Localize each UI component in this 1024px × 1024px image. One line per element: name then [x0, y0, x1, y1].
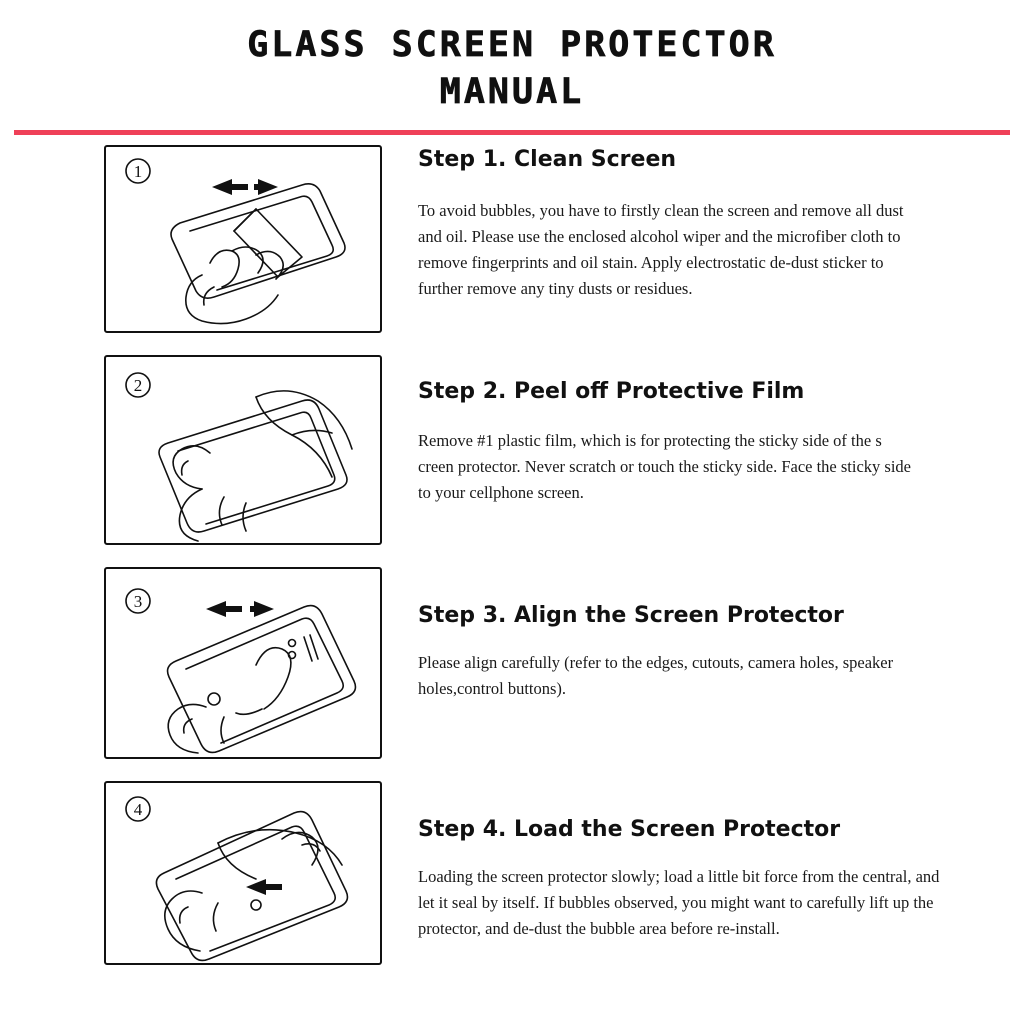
- step-text-block: [382, 781, 1010, 942]
- step-heading: Step 2. Peel off Protective Film: [418, 378, 805, 404]
- step-text-block: [382, 145, 1010, 302]
- step-heading: Step 1. Clean Screen: [418, 146, 677, 172]
- step-text-block: [382, 567, 1010, 702]
- steps-list: [0, 135, 1024, 965]
- step-badge-number: 4: [133, 799, 143, 819]
- load-protector-drawing: [106, 783, 380, 963]
- step-item: [14, 567, 1010, 759]
- step-body: Loading the screen protector slowly; load a little bit force from the central, and let it seal by itself. If bubbles observed, you might want to carefully lift up the protector, and de-dust the bubble area before re-install.: [418, 866, 940, 938]
- step-item: [14, 355, 1010, 545]
- step-badge-number: 2: [133, 375, 143, 395]
- illustration-load-protector: [104, 781, 382, 965]
- step-badge-number: 1: [133, 161, 143, 181]
- step-body: Remove #1 plastic film, which is for protecting the sticky side of the s creen protector. Never scratch or touch the sticky side. Face the sticky side to your cellphone screen.: [418, 430, 911, 502]
- step-text-block: [382, 355, 1010, 506]
- clean-screen-drawing: [106, 147, 380, 331]
- step-item: [14, 781, 1010, 965]
- page-title-line-2: MANUAL: [439, 71, 585, 112]
- peel-film-drawing: [106, 357, 380, 543]
- step-body: Please align carefully (refer to the edges, cutouts, camera holes, speaker holes,control buttons).: [418, 652, 894, 698]
- step-heading: Step 3. Align the Screen Protector: [418, 602, 844, 628]
- document-header: [0, 0, 1024, 135]
- page-title-line-1: GLASS SCREEN PROTECTOR: [247, 25, 777, 65]
- step-item: [14, 145, 1010, 333]
- step-heading: Step 4. Load the Screen Protector: [418, 816, 841, 842]
- step-badge-number: 3: [133, 591, 143, 611]
- illustration-align-protector: [104, 567, 382, 759]
- step-body: To avoid bubbles, you have to firstly clean the screen and remove all dust and oil. Please use the enclosed alcohol wiper and the microfiber cloth to remove fingerprints and oil stain. Apply electrostatic de-dust sticker to further remove any tiny dusts or residues.: [418, 200, 904, 298]
- align-protector-drawing: [106, 569, 380, 757]
- illustration-clean-screen: [104, 145, 382, 333]
- illustration-peel-film: [104, 355, 382, 545]
